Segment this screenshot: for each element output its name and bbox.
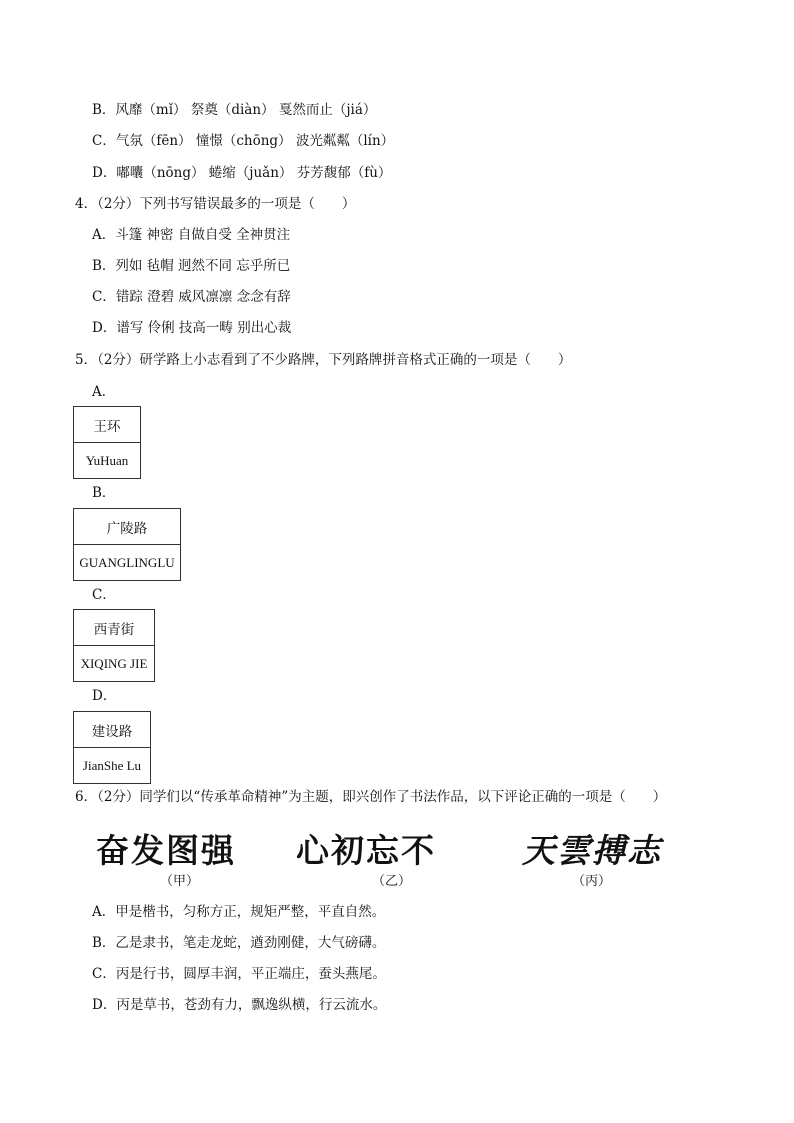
q6-stem: 6．（2分）同学们以“传承革命精神”为主题，即兴创作了书法作品，以下评论正确的一项是（ ）	[75, 789, 667, 805]
q6-option-c	[92, 965, 386, 983]
q6-option-b	[92, 934, 385, 952]
sign-pinyin: JianShe Lu	[82, 757, 142, 773]
road-sign-b	[73, 508, 181, 581]
sign-pinyin: GUANGLINGLU	[79, 554, 175, 570]
option-text: 列如 毡帽 迥然不同 忘乎所已	[115, 258, 291, 274]
q5-stem: 5．（2分）研学路上小志看到了不少路牌，下列路牌拼音格式正确的一项是（ ）	[75, 352, 572, 368]
sign-chinese: 王环	[74, 407, 140, 443]
road-sign-d	[73, 711, 151, 784]
q4-stem: 4．（2分）下列书写错误最多的一项是（ ）	[75, 196, 356, 212]
q4-option-d	[92, 319, 291, 337]
option-text: 甲是楷书，匀称方正，规矩严整，平直自然。	[115, 904, 386, 920]
q4-option-a	[92, 226, 290, 244]
q4-option-c	[92, 288, 291, 306]
road-sign-c	[73, 609, 155, 682]
q5-option-a-letter: A．	[92, 384, 116, 400]
option-letter: B．	[92, 258, 116, 274]
option-letter: A．	[92, 227, 116, 243]
sign-chinese: 广陵路	[74, 509, 180, 545]
option-letter: D．	[92, 165, 117, 181]
option-letter: D．	[92, 320, 117, 336]
calligraphy-bing: 天雲搏志	[522, 831, 662, 870]
option-letter: A．	[92, 904, 116, 920]
option-text: 气氛（fēn） 憧憬（chōng） 波光粼粼（lín）	[115, 133, 395, 149]
option-letter: C．	[92, 966, 116, 982]
q5-option-b-letter: B．	[92, 485, 116, 501]
q3-option-d	[92, 164, 391, 182]
option-text: 乙是隶书，笔走龙蛇，遒劲刚健，大气磅礴。	[115, 935, 386, 951]
sign-pinyin: XIQING JIE	[80, 655, 148, 671]
option-text: 丙是行书，圆厚丰润，平正端庄，蚕头燕尾。	[115, 966, 386, 982]
road-sign-a	[73, 406, 141, 479]
option-letter: B．	[92, 102, 116, 118]
sign-pinyin: YuHuan	[85, 452, 129, 468]
caption-jia: （甲）	[160, 874, 200, 889]
option-text: 嘟囔（nōng） 蜷缩（juǎn） 芬芳馥郁（fù）	[116, 165, 392, 181]
sign-chinese: 建设路	[74, 712, 150, 748]
q3-option-c	[92, 132, 394, 150]
option-letter: D．	[92, 997, 117, 1013]
q6-option-a	[92, 903, 385, 921]
option-text: 丙是草书，苍劲有力，飘逸纵横，行云流水。	[116, 997, 387, 1013]
option-text: 风靡（mǐ） 祭奠（diàn） 戛然而止（jiá）	[115, 102, 377, 118]
q3-option-b	[92, 101, 376, 119]
calligraphy-jia: 奋发图强	[96, 831, 236, 870]
option-letter: B．	[92, 935, 116, 951]
q6-option-d	[92, 996, 386, 1014]
q5-option-c-letter: C．	[92, 587, 116, 603]
option-text: 斗篷 神密 自做自受 全神贯注	[115, 227, 291, 243]
option-letter: C．	[92, 289, 116, 305]
sign-chinese: 西青街	[74, 610, 154, 646]
option-letter: C．	[92, 133, 116, 149]
caption-yi: （乙）	[372, 874, 412, 889]
q5-option-d-letter: D．	[92, 688, 117, 704]
caption-bing: （丙）	[572, 874, 612, 889]
option-text: 谱写 伶俐 技高一畴 别出心裁	[116, 320, 292, 336]
option-text: 错踪 澄碧 威风凛凛 念念有辞	[115, 289, 291, 305]
calligraphy-yi: 心初忘不	[296, 831, 436, 870]
q4-option-b	[92, 257, 290, 275]
